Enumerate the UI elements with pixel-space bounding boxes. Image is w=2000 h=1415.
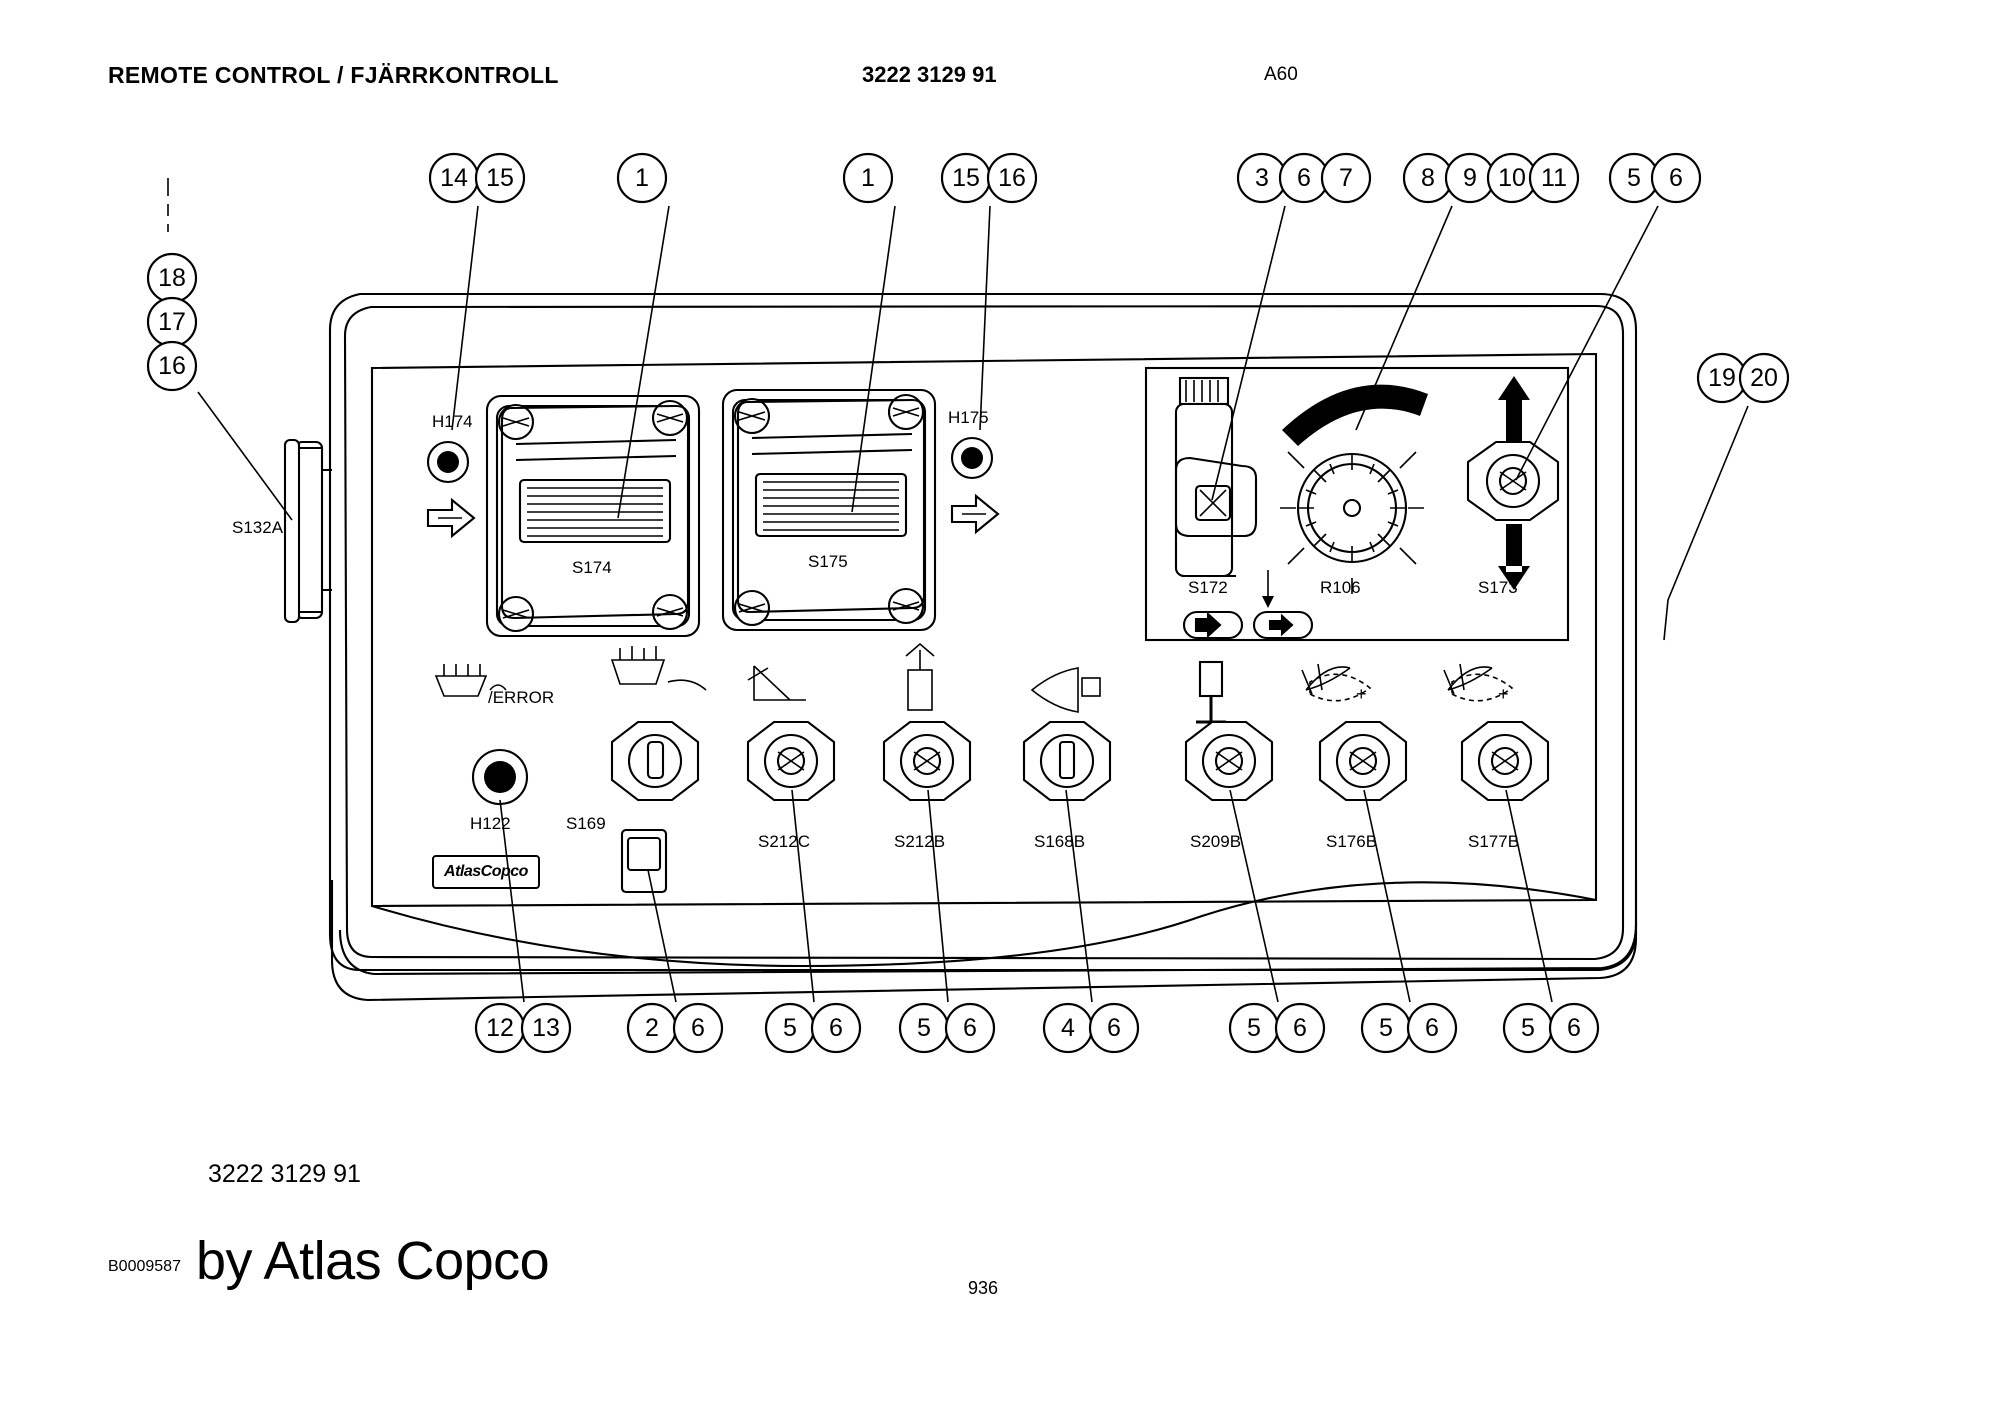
label-s175: S175 [808,552,848,571]
balloon-6 [1547,1001,1601,1055]
balloon-number: 12 [486,1013,514,1042]
balloon-number: 11 [1541,163,1567,192]
label-s173: S173 [1478,578,1518,597]
label-s169: S169 [566,814,606,833]
balloon-7 [1319,151,1373,205]
balloon-number: 6 [1425,1013,1439,1042]
svg-text:+: + [1498,684,1509,704]
label-h175: H175 [948,408,989,427]
balloon-number: 15 [952,163,980,192]
balloon-number: 6 [1567,1013,1581,1042]
balloon-number: 8 [1421,163,1435,192]
footer-part-number: 3222 3129 91 [208,1160,361,1188]
label-r106: R106 [1320,578,1361,597]
balloon-6 [671,1001,725,1055]
balloon-number: 9 [1463,163,1477,192]
balloon-number: 18 [158,263,186,292]
balloon-number: 6 [1293,1013,1307,1042]
balloon-number: 6 [1297,163,1311,192]
balloon-number: 14 [440,163,468,192]
balloon-number: 15 [486,163,514,192]
label-s176b: S176B [1326,832,1378,851]
balloon-number: 5 [783,1013,797,1042]
balloon-number: 16 [158,351,186,380]
balloon-number: 5 [1627,163,1641,192]
header-part-number: 3222 3129 91 [862,62,997,87]
balloon-number: 1 [635,163,649,192]
balloon-number: 17 [158,307,186,336]
balloon-6 [1405,1001,1459,1055]
label-s132a: S132A [232,518,284,537]
balloon-6 [1649,151,1703,205]
balloon-16 [985,151,1039,205]
balloon-1 [615,151,669,205]
label-h174: H174 [432,412,473,431]
balloon-number: 5 [1379,1013,1393,1042]
balloon-1 [841,151,895,205]
balloon-number: 6 [829,1013,843,1042]
page-title: REMOTE CONTROL / FJÄRRKONTROLL [108,62,559,88]
header-code: A60 [1264,64,1298,85]
balloon-number: 16 [998,163,1026,192]
label-s168b: S168B [1034,832,1086,851]
label-h122: H122 [470,814,511,833]
balloon-number: 4 [1061,1013,1075,1042]
balloon-number: 6 [963,1013,977,1042]
balloon-number: 6 [691,1013,705,1042]
balloon-number: 7 [1339,163,1353,192]
atlas-copco-logo: AtlasCopco [432,855,540,889]
label-s177b: S177B [1468,832,1520,851]
balloon-number: 2 [645,1013,659,1042]
label-s209b: S209B [1190,832,1242,851]
balloon-number: 19 [1708,363,1736,392]
label-s212b: S212B [894,832,946,851]
balloon-number: 5 [1247,1013,1261,1042]
balloon-13 [519,1001,573,1055]
footer-drawing-id: B0009587 [108,1258,181,1275]
balloon-number: 1 [861,163,875,192]
balloon-15 [473,151,527,205]
footer-page-number: 936 [968,1278,999,1298]
label-s212c: S212C [758,832,810,851]
label-error: /ERROR [488,688,555,707]
balloon-number: 10 [1498,163,1526,192]
balloon-number: 5 [917,1013,931,1042]
label-s172: S172 [1188,578,1228,597]
balloon-6 [809,1001,863,1055]
footer-brand: by Atlas Copco [196,1231,550,1291]
balloon-6 [1087,1001,1141,1055]
balloon-number: 20 [1750,363,1778,392]
balloon-number: 6 [1107,1013,1121,1042]
label-s174: S174 [572,558,612,577]
balloon-number: 3 [1255,163,1269,192]
svg-text:+: + [1356,684,1367,704]
balloon-number: 6 [1669,163,1683,192]
balloon-number: 5 [1521,1013,1535,1042]
balloon-16 [145,339,199,393]
balloon-11 [1527,151,1581,205]
balloon-number: 13 [532,1013,560,1042]
balloon-20 [1737,351,1791,405]
balloon-6 [1273,1001,1327,1055]
balloon-6 [943,1001,997,1055]
